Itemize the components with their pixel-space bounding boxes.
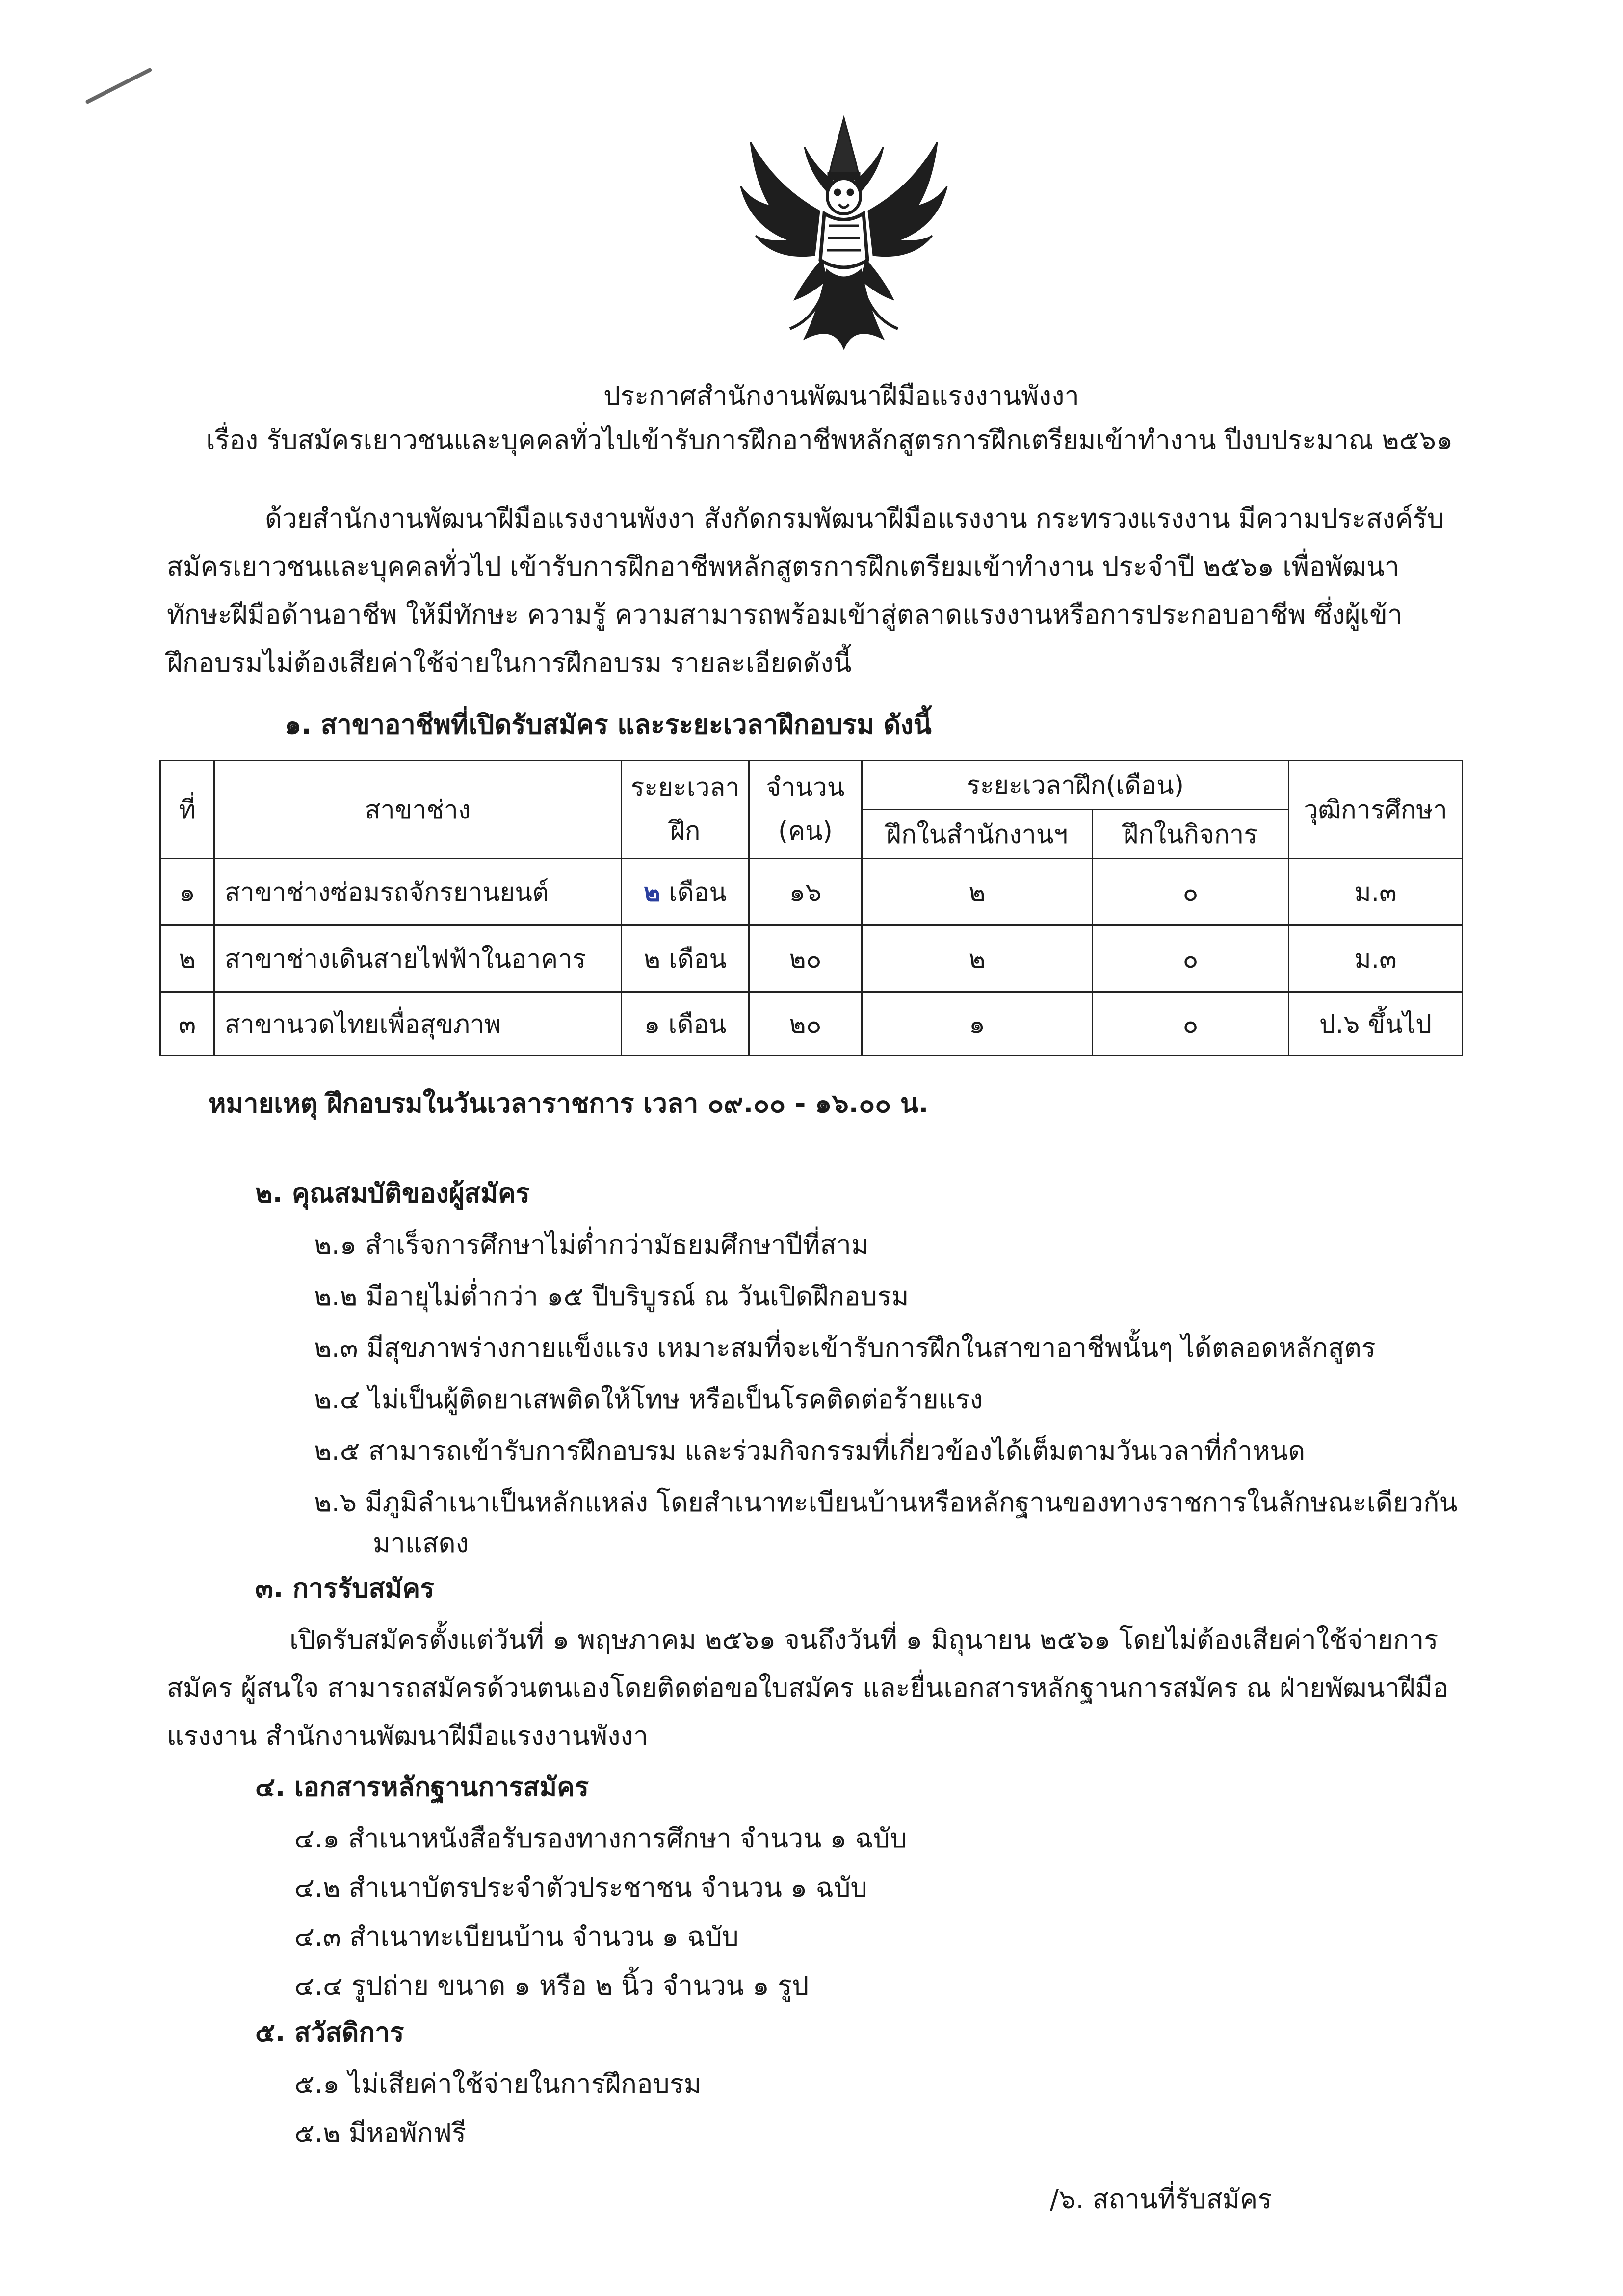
application-line-2: สมัคร ผู้สนใจ สามารถสมัครด้วนตนเองโดยติดต่อขอใบสมัคร และยื่นเอกสารหลักฐานการสมัคร ณ ฝ่ายพัฒนาฝีมือ	[167, 1672, 1449, 1703]
row-in-office: ๒	[862, 859, 1093, 925]
occupation-table	[159, 760, 1463, 1056]
intro-line-2: สมัครเยาวชนและบุคคลทั่วไป เข้ารับการฝึกอาชีพหลักสูตรการฝึกเตรียมเข้าทำงาน ประจำปี ๒๕๖๑ เพื่อพัฒนา	[167, 551, 1400, 582]
header-in-company: ฝึกในกิจการ	[1093, 810, 1289, 859]
announcement-subject: เรื่อง รับสมัครเยาวชนและบุคคลทั่วไปเข้ารับการฝึกอาชีพหลักสูตรการฝึกเตรียมเข้าทำงาน ปีงบประมาณ ๒๕๖๑	[206, 424, 1453, 455]
row-no: ๑	[160, 859, 214, 925]
row-no: ๓	[160, 992, 214, 1056]
header-duration	[622, 761, 749, 859]
application-line-3: แรงงาน สำนักงานพัฒนาฝีมือแรงงานพังงา	[167, 1720, 649, 1751]
document-item: ๔.๓ สำเนาทะเบียนบ้าน จำนวน ๑ ฉบับ	[294, 1921, 739, 1952]
table-row	[160, 925, 1463, 992]
row-duration-unit: เดือน	[668, 945, 727, 974]
header-count-line2: (คน)	[778, 816, 833, 846]
row-education: ป.๖ ขึ้นไป	[1289, 992, 1463, 1056]
row-count: ๒๐	[749, 992, 862, 1056]
intro-line-1: ด้วยสำนักงานพัฒนาฝีมือแรงงานพังงา สังกัดกรมพัฒนาฝีมือแรงงาน กระทรวงแรงงาน มีความประสงค์รับ	[265, 503, 1444, 534]
header-period: ระยะเวลาฝึก(เดือน)	[862, 761, 1289, 810]
row-duration-unit: เดือน	[668, 878, 727, 907]
row-in-company: ๐	[1093, 992, 1289, 1056]
row-duration	[622, 859, 749, 925]
table-header-row	[160, 761, 1463, 810]
announcement-title: ประกาศสำนักงานพัฒนาฝีมือแรงงานพังงา	[603, 380, 1079, 411]
row-duration	[622, 925, 749, 992]
qualification-item: ๒.๖ มีภูมิลำเนาเป็นหลักแหล่ง โดยสำเนาทะเบียนบ้านหรือหลักฐานของทางราชการในลักษณะเดียวกัน	[314, 1487, 1458, 1518]
section1-heading: ๑. สาขาอาชีพที่เปิดรับสมัคร และระยะเวลาฝึกอบรม ดังนี้	[285, 709, 932, 740]
section4-heading: ๔. เอกสารหลักฐานการสมัคร	[255, 1771, 589, 1802]
row-in-office: ๒	[862, 925, 1093, 992]
header-branch: สาขาช่าง	[214, 761, 622, 859]
row-no: ๒	[160, 925, 214, 992]
header-no: ที่	[160, 761, 214, 859]
header-duration-line2: ฝึก	[670, 816, 701, 846]
header-education: วุฒิการศึกษา	[1289, 761, 1463, 859]
qualification-item-continued: มาแสดง	[373, 1528, 469, 1558]
qualification-item: ๒.๕ สามารถเข้ารับการฝึกอบรม และร่วมกิจกรรมที่เกี่ยวข้องได้เต็มตามวันเวลาที่กำหนด	[314, 1435, 1306, 1466]
row-duration	[622, 992, 749, 1056]
row-count: ๑๖	[749, 859, 862, 925]
pen-mark	[85, 67, 152, 104]
qualification-item: ๒.๑ สำเร็จการศึกษาไม่ต่ำกว่ามัธยมศึกษาปีที่สาม	[314, 1229, 869, 1260]
header-count	[749, 761, 862, 859]
row-education: ม.๓	[1289, 859, 1463, 925]
qualification-item: ๒.๓ มีสุขภาพร่างกายแข็งแรง เหมาะสมที่จะเข้ารับการฝึกในสาขาอาชีพนั้นๆ ได้ตลอดหลักสูตร	[314, 1332, 1376, 1363]
document-item: ๔.๑ สำเนาหนังสือรับรองทางการศึกษา จำนวน ๑ ฉบับ	[294, 1823, 907, 1854]
row-branch: สาขานวดไทยเพื่อสุขภาพ	[214, 992, 622, 1056]
document-item: ๔.๔ รูปถ่าย ขนาด ๑ หรือ ๒ นิ้ว จำนวน ๑ รูป	[294, 1970, 809, 2001]
welfare-item: ๕.๒ มีหอพักฟรี	[294, 2117, 466, 2148]
document-item: ๔.๒ สำเนาบัตรประจำตัวประชาชน จำนวน ๑ ฉบับ	[294, 1872, 867, 1903]
section5-heading: ๕. สวัสดิการ	[255, 2017, 404, 2048]
row-duration-number: ๒	[643, 945, 661, 974]
application-line-1: เปิดรับสมัครตั้งแต่วันที่ ๑ พฤษภาคม ๒๕๖๑ จนถึงวันที่ ๑ มิถุนายน ๒๕๖๑ โดยไม่ต้องเสียค่าใช้จ่ายการ	[289, 1624, 1439, 1655]
row-in-company: ๐	[1093, 925, 1289, 992]
table-row	[160, 859, 1463, 925]
row-branch: สาขาช่างซ่อมรถจักรยานยนต์	[214, 859, 622, 925]
row-duration-number: ๒	[643, 878, 661, 907]
row-branch: สาขาช่างเดินสายไฟฟ้าในอาคาร	[214, 925, 622, 992]
qualification-item: ๒.๔ ไม่เป็นผู้ติดยาเสพติดให้โทษ หรือเป็นโรคติดต่อร้ายแรง	[314, 1384, 983, 1415]
table-row	[160, 992, 1463, 1056]
qualification-item: ๒.๒ มีอายุไม่ต่ำกว่า ๑๕ ปีบริบูรณ์ ณ วันเปิดฝึกอบรม	[314, 1281, 909, 1312]
continued-marker: /๖. สถานที่รับสมัคร	[1050, 2184, 1272, 2215]
intro-line-3: ทักษะฝีมือด้านอาชีพ ให้มีทักษะ ความรู้ ความสามารถพร้อมเข้าสู่ตลาดแรงงานหรือการประกอบอาชีพ ซึ่งผู้เข้า	[167, 599, 1403, 630]
row-in-office: ๑	[862, 992, 1093, 1056]
welfare-item: ๕.๑ ไม่เสียค่าใช้จ่ายในการฝึกอบรม	[294, 2068, 702, 2099]
section3-heading: ๓. การรับสมัคร	[255, 1573, 435, 1604]
section2-heading: ๒. คุณสมบัติของผู้สมัคร	[255, 1178, 530, 1209]
garuda-emblem-icon	[736, 113, 952, 353]
row-in-company: ๐	[1093, 859, 1289, 925]
header-in-office: ฝึกในสำนักงานฯ	[862, 810, 1093, 859]
row-education: ม.๓	[1289, 925, 1463, 992]
header-duration-line1: ระยะเวลา	[630, 773, 740, 803]
intro-line-4: ฝึกอบรมไม่ต้องเสียค่าใช้จ่ายในการฝึกอบรม รายละเอียดดังนี้	[167, 647, 852, 678]
row-duration-unit: เดือน	[668, 1010, 727, 1039]
row-count: ๒๐	[749, 925, 862, 992]
training-time-note: หมายเหตุ ฝึกอบรมในวันเวลาราชการ เวลา ๐๙.๐๐ - ๑๖.๐๐ น.	[209, 1088, 929, 1119]
header-count-line1: จำนวน	[766, 773, 845, 803]
row-duration-number: ๑	[644, 1010, 660, 1039]
